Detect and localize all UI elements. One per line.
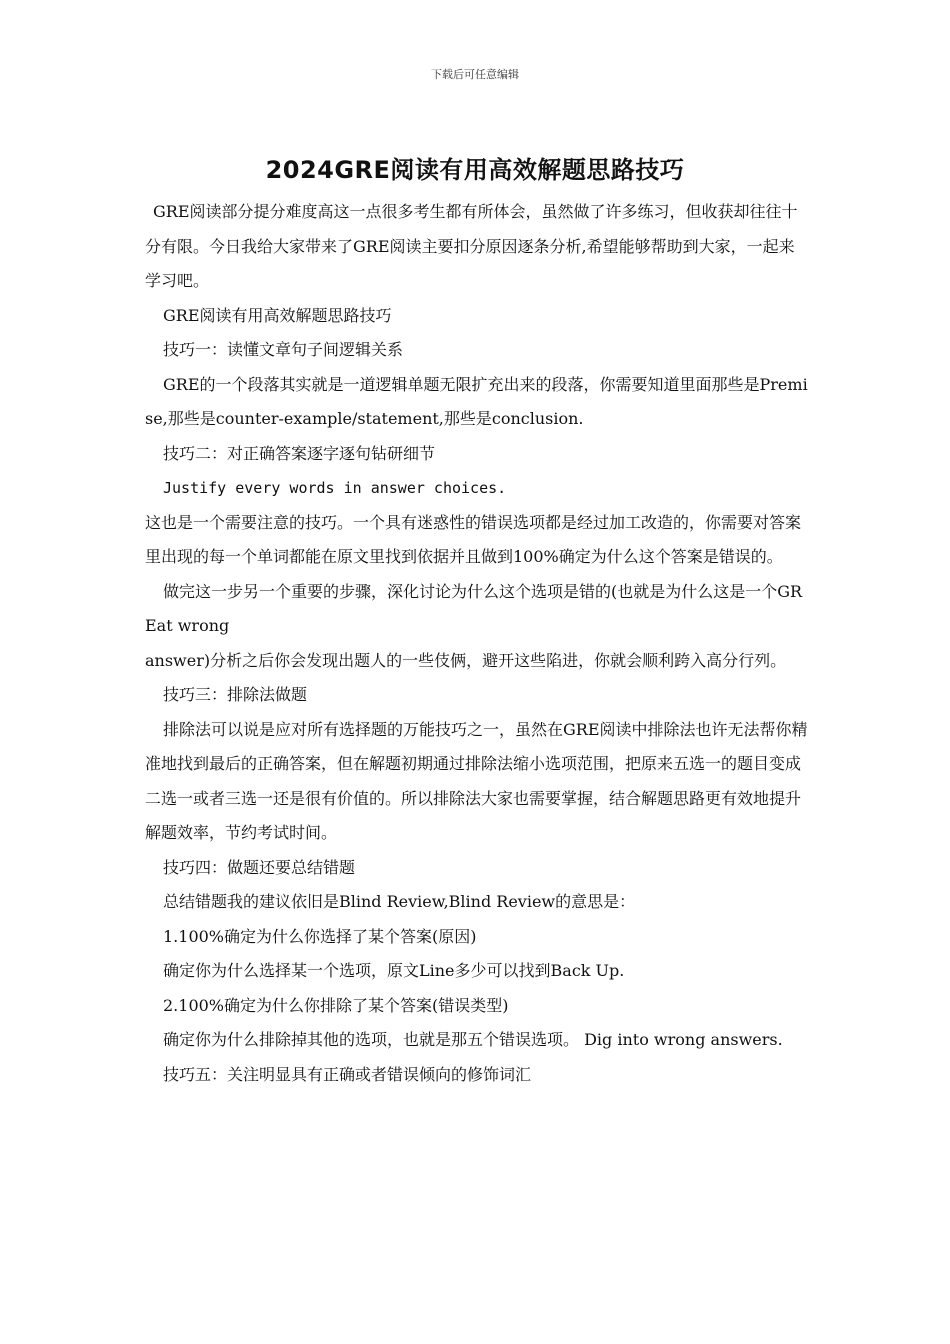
- tip-4-heading: 技巧四：做题还要总结错题: [163, 857, 356, 877]
- tip-2-heading: 技巧二：对正确答案逐字逐句钻研细节: [163, 443, 436, 463]
- tip-4-paragraph: 总结错题我的建议依旧是Blind Review,Blind Review的意思是：: [163, 892, 636, 911]
- tip-5-heading: 技巧五：关注明显具有正确或者错误倾向的修饰词汇: [163, 1064, 532, 1084]
- tip-4-item-1: 1.100%确定为什么你选择了某个答案(原因): [163, 926, 477, 946]
- document-body: [145, 195, 810, 1092]
- page-header-note: 下载后可任意编辑: [431, 68, 519, 81]
- tip-3-paragraph: 排除法可以说是应对所有选择题的万能技巧之一，虽然在GRE阅读中排除法也许无法帮你精准地找到最后的正确答案，但在解题初期通过排除法缩小选项范围，把原来五选一的题目变成二选一或者三选一还是很有价值的。所以排除法大家也需要掌握，结合解题思路更有效地提升解题效率，节约考试时间。: [145, 719, 808, 842]
- tip-2-english-line: Justify every words in answer choices.: [163, 479, 507, 497]
- tip-2-paragraph: 这也是一个需要注意的技巧。一个具有迷惑性的错误选项都是经过加工改造的，你需要对答案里出现的每一个单词都能在原文里找到依据并且做到100%确定为什么这个答案是错误的。: [145, 512, 802, 566]
- tip-4-item-2: 2.100%确定为什么你排除了某个答案(错误类型): [163, 995, 509, 1015]
- tip-4-item-1-detail: 确定你为什么选择某一个选项，原文Line多少可以找到Back Up.: [163, 961, 625, 980]
- tip-1-paragraph: GRE的一个段落其实就是一道逻辑单题无限扩充出来的段落，你需要知道里面那些是Premise,那些是counter-example/statement,那些是conclusion.: [145, 374, 808, 428]
- section-heading: GRE阅读有用高效解题思路技巧: [163, 305, 392, 325]
- tip-4-item-2-detail: 确定你为什么排除掉其他的选项，也就是那五个错误选项。 Dig into wrong answers.: [163, 1030, 783, 1049]
- tip-2-followup-paragraph: 做完这一步另一个重要的步骤，深化讨论为什么这个选项是错的(也就是为什么这是一个GREat wrong: [145, 581, 803, 635]
- intro-paragraph: GRE阅读部分提分难度高这一点很多考生都有所体会，虽然做了许多练习，但收获却往往十分有限。今日我给大家带来了GRE阅读主要扣分原因逐条分析,希望能够帮助到大家，一起来学习吧。: [145, 202, 798, 290]
- tip-3-heading: 技巧三：排除法做题: [163, 685, 308, 704]
- tip-2-followup-continuation: answer)分析之后你会发现出题人的一些伎俩，避开这些陷进，你就会顺利跨入高分行列。: [145, 650, 787, 670]
- document-title: 2024GRE阅读有用高效解题思路技巧: [265, 156, 685, 184]
- tip-1-heading: 技巧一：读懂文章句子间逻辑关系: [163, 340, 404, 359]
